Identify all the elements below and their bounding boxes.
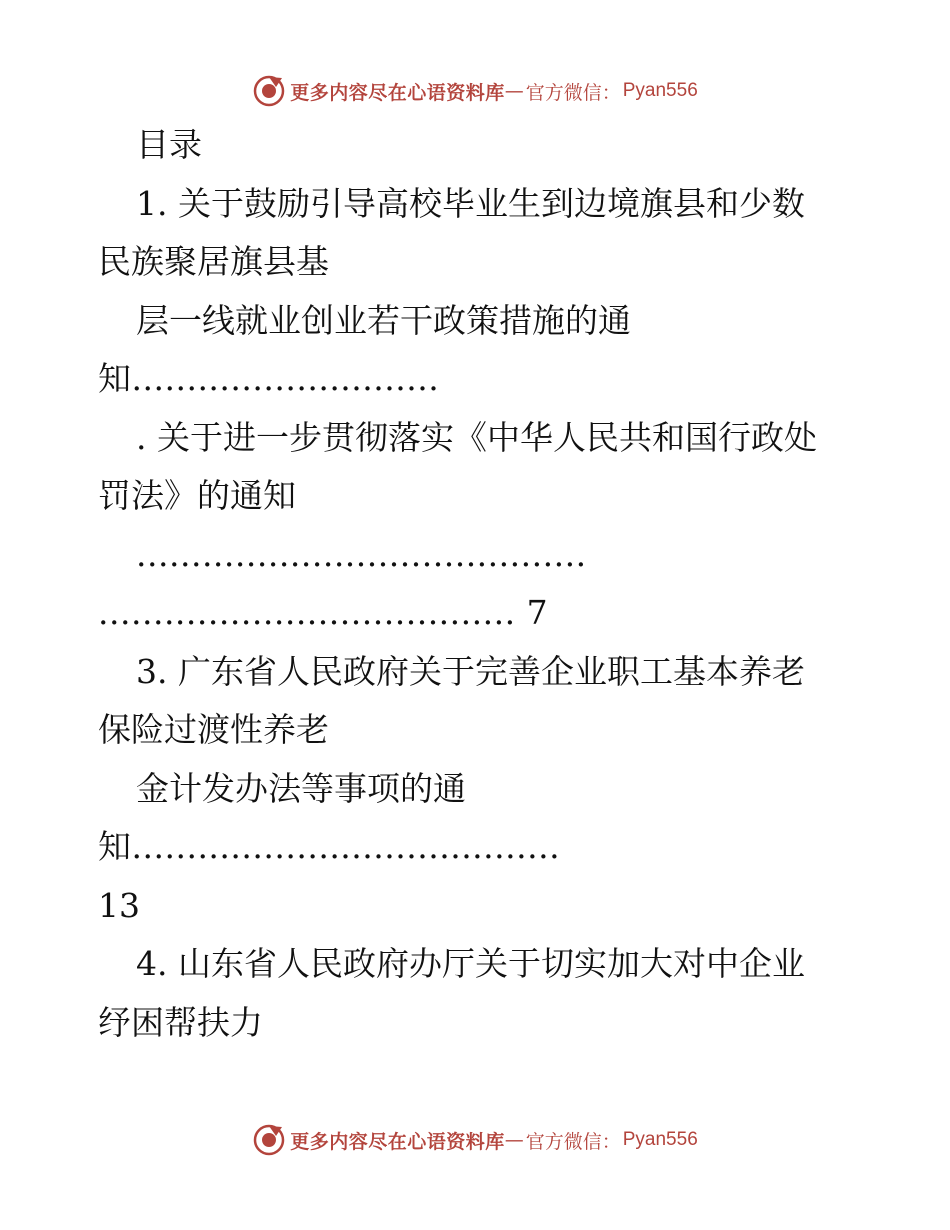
- toc-line: 1. 关于鼓励引导高校毕业生到边境旗县和少数: [136, 183, 805, 223]
- toc-line: 知............................: [98, 359, 440, 398]
- toc-line: 3. 广东省人民政府关于完善企业职工基本养老: [136, 651, 805, 691]
- watermark-header: [0, 71, 950, 111]
- toc-line: .........................................: [136, 534, 587, 574]
- watermark-text: 更多内容尽在心语资料库: [290, 1130, 505, 1153]
- toc-line: 知.......................................: [98, 827, 561, 866]
- toc-line: 保险过渡性养老: [98, 710, 329, 749]
- watermark-wechat-id: Pyan556: [622, 80, 698, 101]
- watermark-footer: [0, 1120, 950, 1160]
- watermark-official-label: 官方微信：: [525, 1130, 621, 1153]
- logo-icon: [252, 1123, 286, 1157]
- toc-line: ...................................... 7: [98, 593, 549, 632]
- toc-line: 民族聚居旗县基: [98, 242, 329, 281]
- toc-page-number: 13: [98, 885, 140, 925]
- watermark-official-label: 官方微信：: [525, 81, 621, 104]
- toc-line: 层一线就业创业若干政策措施的通: [136, 300, 631, 340]
- toc-line: 罚法》的通知: [98, 476, 296, 515]
- watermark-dash: —: [504, 80, 524, 102]
- toc-line: 金计发办法等事项的通: [136, 768, 466, 808]
- watermark-dash: —: [504, 1129, 524, 1151]
- logo-icon: [252, 74, 286, 108]
- toc-line: . 关于进一步贯彻落实《中华人民共和国行政处: [136, 417, 817, 457]
- watermark-wechat-id: Pyan556: [622, 1129, 698, 1150]
- toc-document: [98, 116, 850, 1052]
- watermark-text: 更多内容尽在心语资料库: [290, 81, 505, 104]
- toc-line: 4. 山东省人民政府办厅关于切实加大对中企业: [136, 944, 805, 983]
- toc-line: 纾困帮扶力: [98, 1002, 263, 1042]
- toc-title: 目录: [136, 125, 202, 164]
